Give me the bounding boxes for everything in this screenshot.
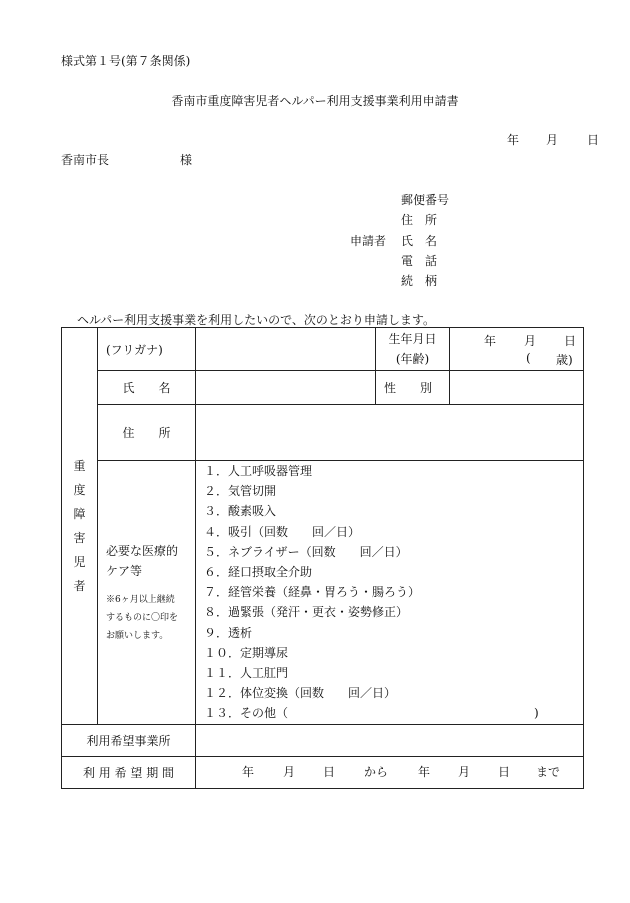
period-label: 利 用 希 望 期 間	[62, 757, 196, 789]
applicant-label: 申請者	[350, 234, 387, 248]
care-item[interactable]: ７．経管栄養（経鼻・胃ろう・腸ろう）	[204, 585, 421, 600]
application-table	[61, 327, 584, 789]
care-item[interactable]: １．人工呼吸器管理	[204, 464, 313, 478]
care-items-list	[196, 461, 584, 725]
care-label-cell: 必要な医療的 ケア等 ※6ヶ月以上継続 するものに〇印を お願いします。	[98, 461, 196, 725]
date-month: 月	[546, 133, 559, 147]
care-item[interactable]: ４．吸引（回数 回／日）	[204, 524, 361, 539]
period-input[interactable]: 年 月 日 から 年 月 日 まで	[196, 757, 584, 789]
furigana-input[interactable]	[196, 328, 376, 371]
care-item[interactable]: ６．経口摂取全介助	[204, 564, 313, 579]
care-item[interactable]: ３．酸素吸入	[204, 504, 277, 519]
birth-label: 生年月日 (年齢)	[376, 328, 450, 371]
address-input[interactable]	[196, 405, 584, 461]
applicant-address: 住 所	[401, 213, 438, 227]
care-item[interactable]: １１．人工肛門	[204, 665, 289, 680]
gender-label: 性 別	[376, 371, 450, 405]
care-item[interactable]: ８．過緊張（発汗・更衣・姿勢修正）	[204, 605, 409, 620]
name-input[interactable]	[196, 371, 376, 405]
name-label: 氏 名	[98, 371, 196, 405]
applicant-relation: 続 柄	[401, 274, 438, 288]
intro-text: ヘルパー利用支援事業を利用したいので、次のとおり申請します。	[77, 313, 435, 327]
date-day: 日	[587, 133, 600, 147]
applicant-postal: 郵便番号	[401, 193, 450, 207]
care-item[interactable]: １０．定期導尿	[204, 645, 289, 660]
addressee: 香南市長	[61, 153, 110, 167]
care-item-other[interactable]: １３．その他（ )	[204, 706, 539, 721]
office-input[interactable]	[196, 725, 584, 757]
applicant-name: 氏 名	[401, 234, 438, 248]
address-label: 住 所	[98, 405, 196, 461]
gender-input[interactable]	[450, 371, 584, 405]
birth-date-input[interactable]: 年 月 日 ( 歳)	[450, 328, 584, 371]
applicant-phone: 電 話	[401, 254, 438, 268]
care-item[interactable]: ５．ネブライザー（回数 回／日）	[204, 544, 408, 559]
honorific: 様	[180, 153, 193, 167]
care-item[interactable]: ９．透析	[204, 625, 253, 640]
furigana-label: (フリガナ)	[98, 328, 196, 371]
section-label: 重 度 障 害 児 者	[62, 328, 98, 725]
office-label: 利用希望事業所	[62, 725, 196, 757]
form-number: 様式第１号(第７条関係)	[61, 54, 191, 68]
date-year: 年	[507, 133, 520, 147]
form-title: 香南市重度障害児者ヘルパー利用支援事業利用申請書	[171, 94, 459, 108]
care-item[interactable]: １２．体位変換（回数 回／日）	[204, 686, 397, 701]
care-item[interactable]: ２．気管切開	[204, 484, 277, 499]
